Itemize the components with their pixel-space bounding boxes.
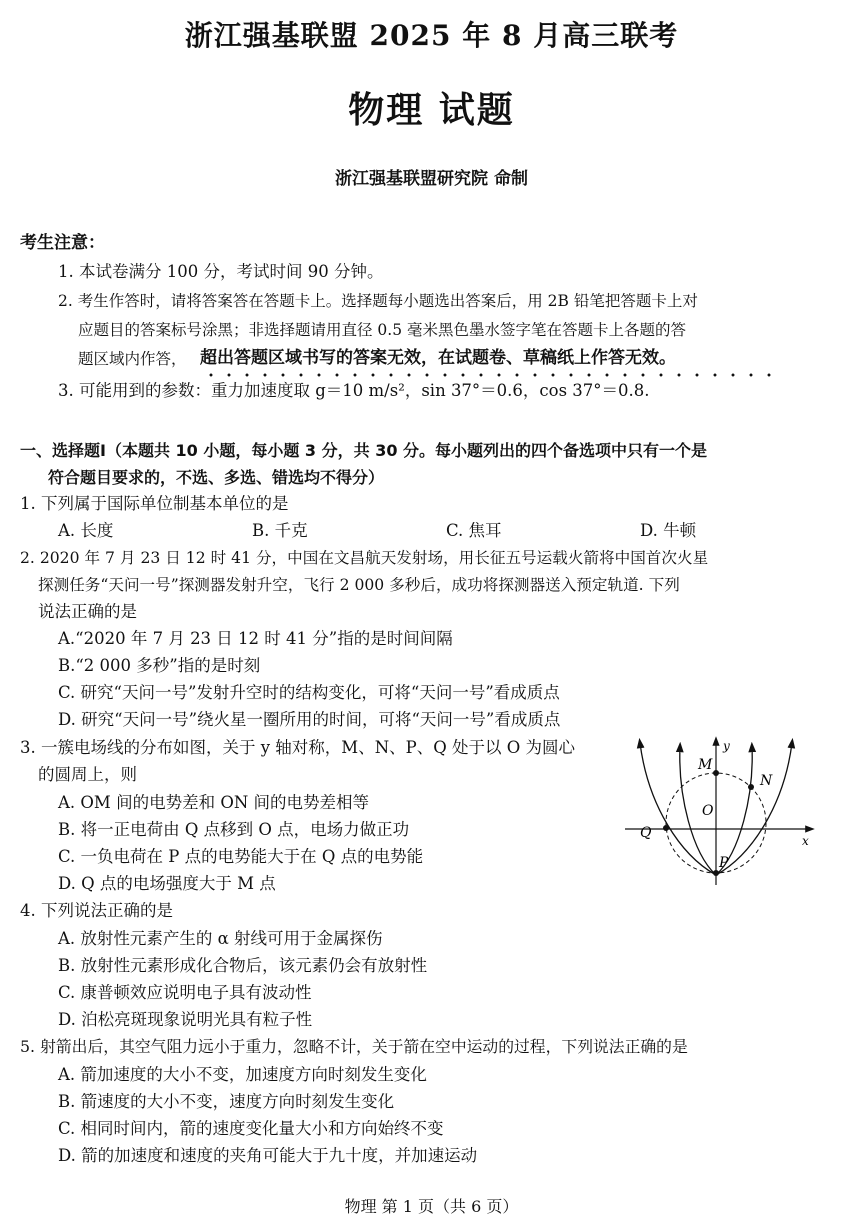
q1-option-b: B. 千克: [252, 521, 308, 540]
emphasis-dots: [202, 373, 782, 377]
q3-option-b: B. 将一正电荷由 Q 点移到 O 点，电场力做正功: [58, 820, 410, 839]
q3-option-c: C. 一负电荷在 P 点的电势能大于在 Q 点的电势能: [58, 847, 424, 866]
label-q: Q: [640, 825, 652, 841]
label-x: x: [802, 834, 809, 848]
q5-option-b: B. 箭速度的大小不变，速度方向时刻发生变化: [58, 1092, 395, 1111]
notice-item-1: 1. 本试卷满分 100 分，考试时间 90 分钟。: [58, 262, 384, 281]
electric-field-diagram: [620, 735, 820, 895]
publisher-line: 浙江强基联盟研究院 命制: [335, 169, 528, 189]
page-footer: 物理 第 1 页（共 6 页）: [344, 1197, 519, 1216]
notice-item-2-tail: 题区域内作答，: [78, 350, 187, 368]
exam-title: 浙江强基联盟 2025 年 8 月高三联考: [184, 19, 679, 52]
q2-stem-2: 探测任务“天问一号”探测器发射升空，飞行 2 000 多秒后，成功将探测器送入预定轨道. 下列: [38, 576, 680, 594]
label-p: P: [719, 855, 729, 871]
section-heading: 一、选择题Ⅰ（本题共 10 小题，每小题 3 分，共 30 分。每小题列出的四个备选项中只有一个是: [20, 441, 708, 460]
point-m: [713, 770, 719, 776]
q1-stem: 1. 下列属于国际单位制基本单位的是: [20, 494, 289, 513]
q4-option-b: B. 放射性元素形成化合物后，该元素仍会有放射性: [58, 956, 428, 975]
q3-option-d: D. Q 点的电场强度大于 M 点: [58, 874, 276, 893]
notice-item-2: 2. 考生作答时，请将答案答在答题卡上。选择题每小题选出答案后，用 2B 铅笔把答题卡上对: [58, 292, 698, 310]
q2-option-a: A.“2020 年 7 月 23 日 12 时 41 分”指的是时间间隔: [58, 629, 453, 648]
q5-option-c: C. 相同时间内，箭的速度变化量大小和方向始终不变: [58, 1119, 444, 1138]
q1-option-c: C. 焦耳: [446, 521, 502, 540]
label-m: M: [698, 757, 713, 773]
q2-stem-3: 说法正确的是: [38, 602, 137, 621]
q2-option-d: D. 研究“天问一号”绕火星一圈所用的时间，可将“天问一号”看成质点: [58, 710, 561, 729]
point-n: [748, 784, 754, 790]
q3-option-a: A. OM 间的电势差和 ON 间的电势差相等: [58, 793, 370, 812]
label-n: N: [760, 773, 773, 789]
notice-item-2-cont: 应题目的答案标号涂黑；非选择题请用直径 0.5 毫米黑色墨水签字笔在答题卡上各题的答: [78, 321, 687, 339]
subject-title: 物理 试题: [348, 89, 515, 131]
q5-option-a: A. 箭加速度的大小不变，加速度方向时刻发生变化: [58, 1065, 427, 1084]
section-heading-cont: 符合题目要求的，不选、多选、错选均不得分）: [48, 468, 385, 487]
notice-item-3: 3. 可能用到的参数：重力加速度取 g＝10 m/s²，sin 37°＝0.6，cos 37°＝0.8.: [58, 381, 650, 400]
q2-stem-1: 2. 2020 年 7 月 23 日 12 时 41 分，中国在文昌航天发射场，用长征五号运载火箭将中国首次火星: [20, 549, 709, 567]
q4-stem: 4. 下列说法正确的是: [20, 901, 173, 920]
point-q: [663, 825, 669, 831]
q3-stem-2: 的圆周上，则: [38, 765, 137, 784]
q5-stem: 5. 射箭出后，其空气阻力远小于重力，忽略不计，关于箭在空中运动的过程，下列说法正确的是: [20, 1037, 688, 1056]
q2-option-b: B.“2 000 多秒”指的是时刻: [58, 656, 261, 675]
q4-option-c: C. 康普顿效应说明电子具有波动性: [58, 983, 312, 1002]
q1-option-d: D. 牛顿: [640, 521, 697, 540]
label-y: y: [723, 739, 730, 753]
q5-option-d: D. 箭的加速度和速度的夹角可能大于九十度，并加速运动: [58, 1146, 478, 1165]
q4-option-d: D. 泊松亮斑现象说明光具有粒子性: [58, 1010, 313, 1029]
q3-stem-1: 3. 一簇电场线的分布如图，关于 y 轴对称，M、N、P、Q 处于以 O 为圆心: [20, 738, 576, 757]
label-o: O: [702, 803, 714, 819]
q1-option-a: A. 长度: [58, 521, 114, 540]
q4-option-a: A. 放射性元素产生的 α 射线可用于金属探伤: [58, 929, 383, 948]
notice-heading: 考生注意：: [20, 233, 105, 253]
notice-emphasis: 超出答题区域书写的答案无效，在试题卷、草稿纸上作答无效。: [200, 348, 676, 368]
q2-option-c: C. 研究“天问一号”发射升空时的结构变化，可将“天问一号”看成质点: [58, 683, 560, 702]
